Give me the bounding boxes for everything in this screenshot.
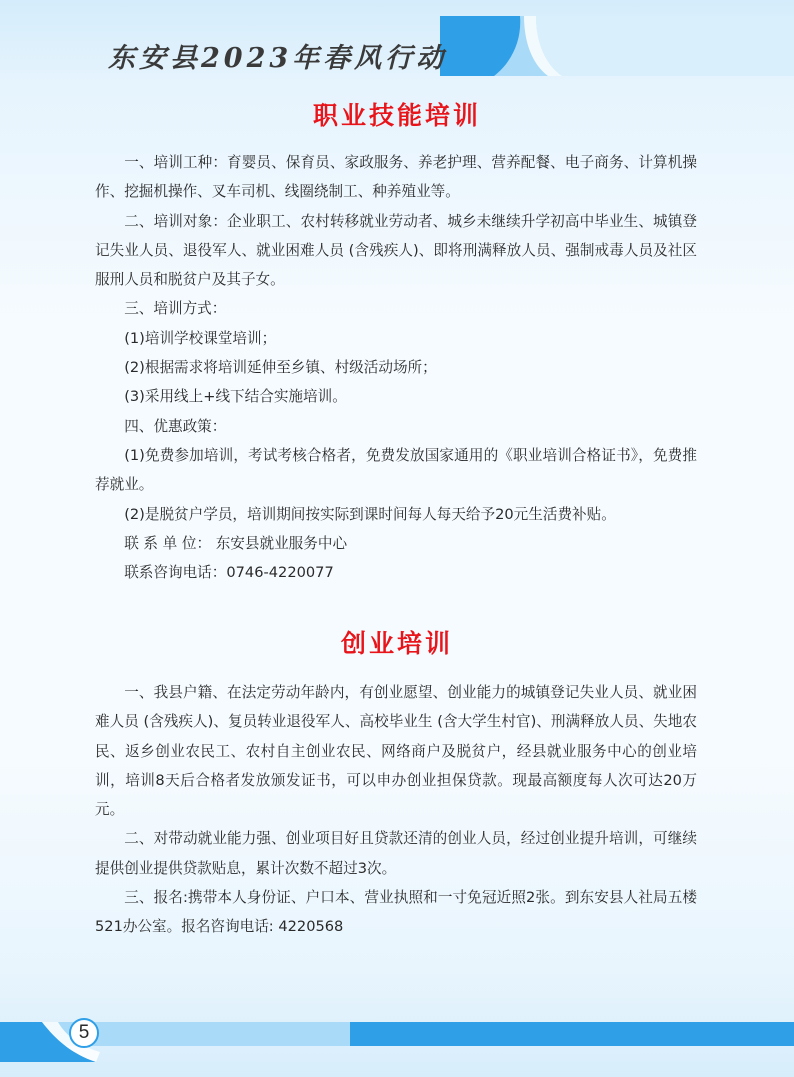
contact-unit: 联 系 单 位： 东安县就业服务中心 xyxy=(124,534,348,552)
page-number: 5 xyxy=(69,1018,99,1048)
paragraph: 一、培训工种：育婴员、保育员、家政服务、养老护理、营养配餐、电子商务、计算机操作、挖掘机操作、叉车司机、线圈绕制工、种养殖业等。 xyxy=(95,154,697,201)
contact-phone: 联系咨询电话：0746-4220077 xyxy=(124,564,334,582)
paragraph: 二、对带动就业能力强、创业项目好且贷款还清的创业人员，经过创业提升培训，可继续提供创业提供贷款贴息，累计次数不超过3次。 xyxy=(95,830,697,877)
paragraph: (1)免费参加培训，考试考核合格者，免费发放国家通用的《职业培训合格证书》，免费推荐就业。 xyxy=(95,446,697,494)
section-body-entrepreneurship xyxy=(95,678,697,942)
section-body-vocational xyxy=(95,148,697,587)
paragraph: 三、培训方式： xyxy=(124,300,227,318)
header-title: 东安县2023年春风行动 xyxy=(108,43,448,74)
paragraph: (1)培训学校课堂培训； xyxy=(124,329,277,347)
section-title-entrepreneurship: 创业培训 xyxy=(340,629,453,658)
footer-decoration xyxy=(0,1010,794,1077)
paragraph: (2)根据需求将培训延伸至乡镇、村级活动场所； xyxy=(124,359,437,377)
paragraph: 二、培训对象：企业职工、农村转移就业劳动者、城乡未继续升学初高中毕业生、城镇登记失业人员、退役军人、就业困难人员 (含残疾人)、即将刑满释放人员、强制戒毒人员及社区服刑人员和脱贫户及其子女。 xyxy=(95,212,697,289)
section-title-vocational: 职业技能培训 xyxy=(312,101,481,130)
paragraph: 一、我县户籍、在法定劳动年龄内，有创业愿望、创业能力的城镇登记失业人员、就业困难人员 (含残疾人)、复员转业退役军人、高校毕业生 (含大学生村官)、刑满释放人员、失地农民、返乡创业农民工、农村自主创业农民、网络商户及脱贫户，经县就业服务中心的创业培训，培训8天后合格者发放颁发证书，可以申办创业担保贷款。现最高额度每人次可达20万元。 xyxy=(95,684,697,819)
paragraph: 三、报名:携带本人身份证、户口本、营业执照和一寸免冠近照2张。到东安县人社局五楼521办公室。报名咨询电话: 4220568 xyxy=(95,889,697,936)
paragraph: 四、优惠政策： xyxy=(124,417,227,435)
paragraph: (2)是脱贫户学员，培训期间按实际到课时间每人每天给予20元生活费补贴。 xyxy=(124,505,616,523)
paragraph: (3)采用线上+线下结合实施培训。 xyxy=(124,388,347,406)
